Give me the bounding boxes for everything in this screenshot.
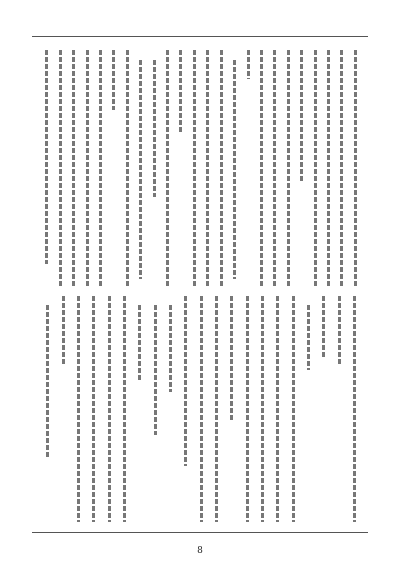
bottom-rule xyxy=(32,532,368,533)
lower-text-block xyxy=(40,296,362,522)
text-line xyxy=(92,296,95,522)
text-line xyxy=(314,50,317,288)
text-line xyxy=(169,305,172,392)
text-line xyxy=(354,50,357,288)
text-line xyxy=(340,50,343,288)
text-line xyxy=(112,50,115,110)
text-line xyxy=(126,50,129,288)
text-line xyxy=(62,296,65,364)
text-line xyxy=(246,296,249,522)
text-line xyxy=(230,296,233,420)
text-line xyxy=(86,50,89,288)
text-line xyxy=(322,296,325,359)
text-line xyxy=(179,50,182,133)
text-line xyxy=(166,50,169,288)
text-line xyxy=(193,50,196,288)
text-line xyxy=(138,305,141,381)
text-line xyxy=(139,60,142,279)
text-line xyxy=(154,305,157,435)
text-line xyxy=(287,50,290,288)
text-line xyxy=(273,50,276,288)
text-line xyxy=(77,296,80,522)
text-line xyxy=(59,50,62,288)
page-number: 8 xyxy=(197,546,203,556)
upper-text-block xyxy=(40,50,362,288)
text-line xyxy=(153,60,156,197)
text-line xyxy=(206,50,209,288)
text-line xyxy=(260,50,263,288)
text-line xyxy=(72,50,75,288)
text-line xyxy=(327,50,330,288)
text-line xyxy=(276,296,279,522)
text-line xyxy=(184,296,187,466)
text-line xyxy=(307,305,310,370)
text-line xyxy=(99,50,102,288)
text-line xyxy=(46,305,49,457)
top-rule xyxy=(32,36,368,37)
text-line xyxy=(200,296,203,522)
text-line xyxy=(45,50,48,264)
text-line xyxy=(247,50,250,79)
text-line xyxy=(338,296,341,364)
text-line xyxy=(353,296,356,522)
text-line xyxy=(215,296,218,522)
text-line xyxy=(108,296,111,522)
text-line xyxy=(300,50,303,181)
text-line xyxy=(292,296,295,522)
text-line xyxy=(233,60,236,279)
text-line xyxy=(261,296,264,522)
text-line xyxy=(220,50,223,288)
text-line xyxy=(123,296,126,522)
